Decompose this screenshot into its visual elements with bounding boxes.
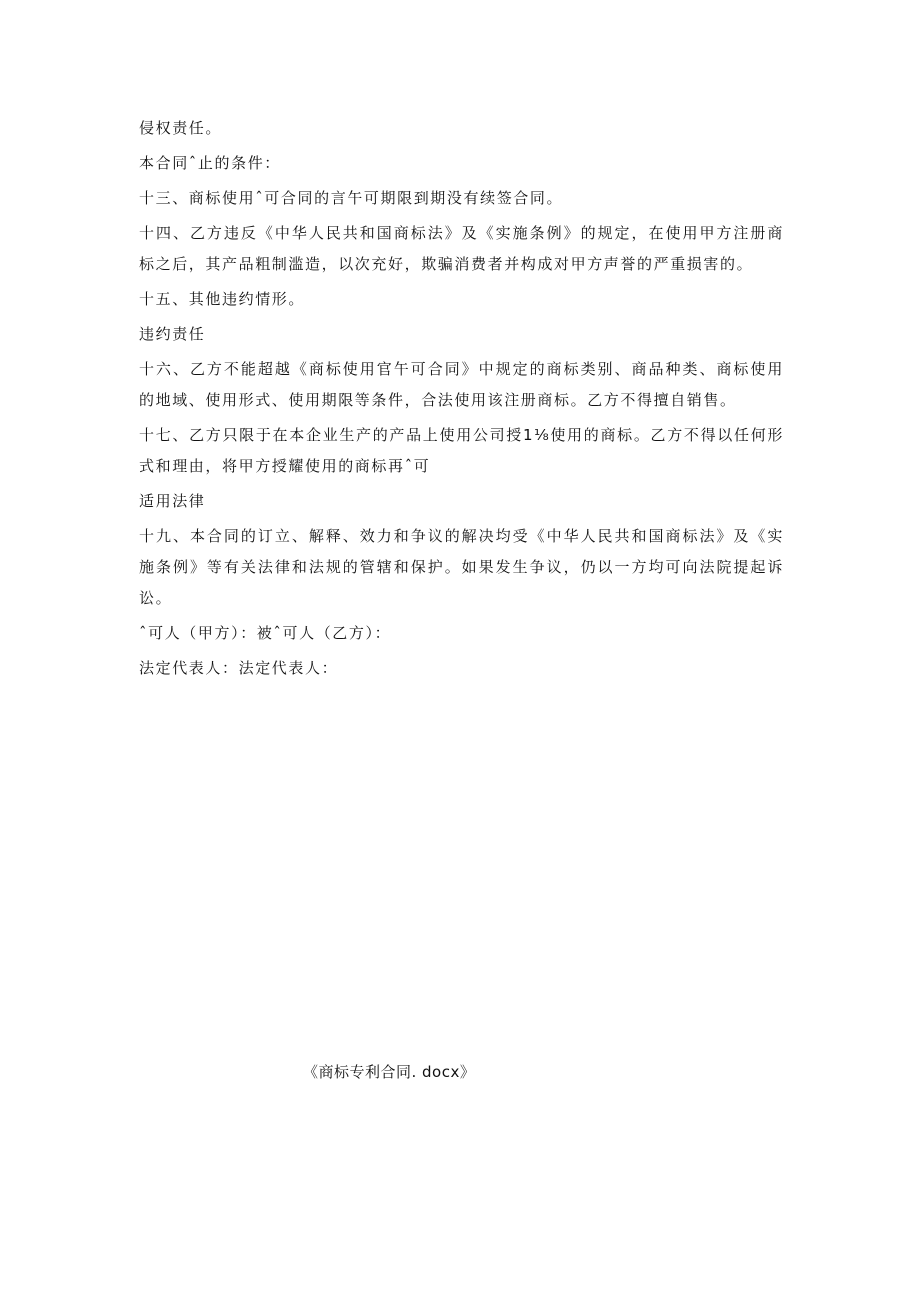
paragraph-clause-17: 十七、乙方只限于在本企业生产的产品上使用公司授1⅛使用的商标。乙方不得以任何形式和理由，将甲方授耀使用的商标再ˆ可 <box>139 426 784 475</box>
paragraph-parties-signature: ˆ可人（甲方）：被ˆ可人（乙方）： <box>139 624 392 642</box>
paragraph-termination-heading: 本合同ˆ止的条件： <box>139 154 281 172</box>
document-footer-title: 《商标专利合同. docx》 <box>303 1063 476 1081</box>
paragraph-clause-13: 十三、商标使用ˆ可合同的言午可期限到期没有续签合同。 <box>139 189 564 207</box>
paragraph-breach-heading: 违约责任 <box>139 325 206 343</box>
paragraph-clause-19: 十九、本合同的订立、解释、效力和争议的解决均受《中华人民共和国商标法》及《实施条例》等有关法律和法规的管辖和保护。如果发生争议，仍以一方均可向法院提起诉讼。 <box>139 527 784 607</box>
paragraph-applicable-law-heading: 适用法律 <box>139 492 206 510</box>
paragraph-legal-representatives: 法定代表人：法定代表人： <box>139 659 339 677</box>
paragraph-clause-15: 十五、其他违约情形。 <box>139 290 306 308</box>
paragraph-infringement-liability: 侵权责任。 <box>139 119 223 137</box>
document-body <box>139 113 784 688</box>
paragraph-clause-16: 十六、乙方不能超越《商标使用官午可合同》中规定的商标类别、商品种类、商标使用的地域、使用形式、使用期限等条件，合法使用该注册商标。乙方不得擅自销售。 <box>139 360 784 409</box>
paragraph-clause-14: 十四、乙方违反《中华人民共和国商标法》及《实施条例》的规定，在使用甲方注册商标之后，其产品粗制滥造，以次充好，欺骗消费者并构成对甲方声誉的严重损害的。 <box>139 224 784 273</box>
